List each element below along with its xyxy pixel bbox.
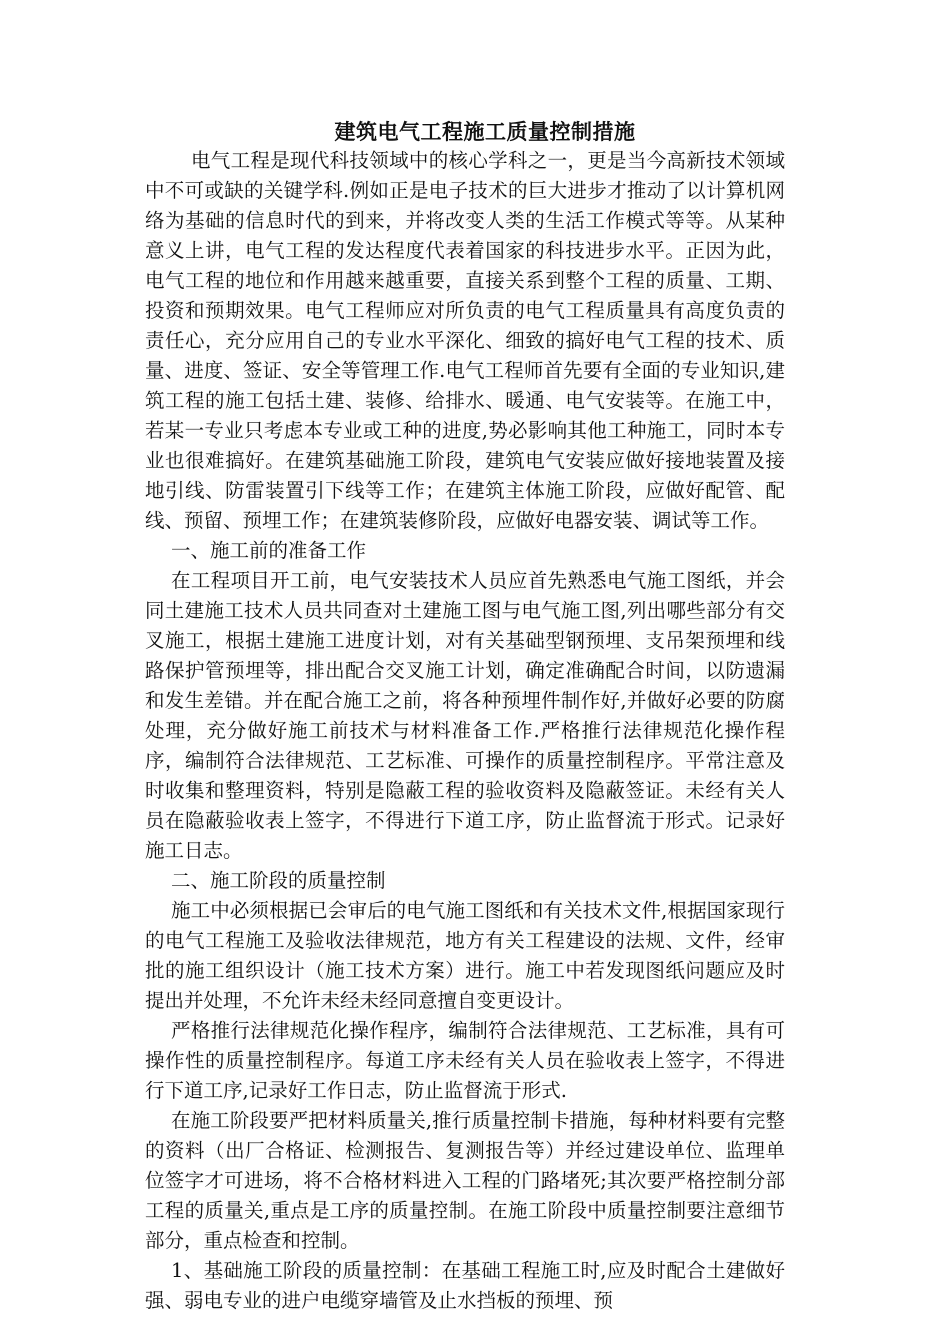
section-heading-construction-quality: 二、施工阶段的质量控制 — [171, 869, 386, 892]
section-heading-preparation: 一、施工前的准备工作 — [171, 539, 367, 562]
foundation-stage-paragraph: 1、基础施工阶段的质量控制：在基础工程施工时,应及时配合土建做好强、弱电专业的进户电缆穿墙管及止水挡板的预埋、预 — [145, 1259, 785, 1312]
document-title: 建筑电气工程施工质量控制措施 — [334, 120, 636, 144]
construction-paragraph-materials: 在施工阶段要严把材料质量关,推行质量控制卡措施，每种材料要有完整的资料（出厂合格证、检测报告、复测报告等）并经过建设单位、监理单位签字才可进场，将不合格材料进入工程的门路堵死;其次要严格控制分部工程的质量关,重点是工序的质量控制。在施工阶段中质量控制要注意细节部分，重点检查和控制。 — [145, 1109, 785, 1252]
preparation-paragraph: 在工程项目开工前，电气安装技术人员应首先熟悉电气施工图纸，并会同土建施工技术人员共同查对土建施工图与电气施工图,列出哪些部分有交叉施工，根据土建施工进度计划，对有关基础型钢预埋、支吊架预埋和线路保护管预埋等，排出配合交叉施工计划，确定准确配合时间，以防遗漏和发生差错。并在配合施工之前，将各种预埋件制作好,并做好必要的防腐处理，充分做好施工前技术与材料准备工作.严格推行法律规范化操作程序，编制符合法律规范、工艺标准、可操作的质量控制程序。平常注意及时收集和整理资料，特别是隐蔽工程的验收资料及隐蔽签证。未经有关人员在隐蔽验收表上签字，不得进行下道工序，防止监督流于形式。记录好施工日志。 — [145, 569, 785, 862]
intro-paragraph: 电气工程是现代科技领域中的核心学科之一，更是当今高新技术领域中不可或缺的关键学科.例如正是电子技术的巨大进步才推动了以计算机网络为基础的信息时代的到来，并将改变人类的生活工作模式等等。从某种意义上讲，电气工程的发达程度代表着国家的科技进步水平。正因为此，电气工程的地位和作用越来越重要，直接关系到整个工程的质量、工期、投资和预期效果。电气工程师应对所负责的电气工程质量具有高度负责的责任心，充分应用自己的专业水平深化、细致的搞好电气工程的技术、质量、进度、签证、安全等管理工作.电气工程师首先要有全面的专业知识,建筑工程的施工包括土建、装修、给排水、暖通、电气安装等。在施工中，若某一专业只考虑本专业或工种的进度,势必影响其他工种施工，同时本专业也很难搞好。在建筑基础施工阶段，建筑电气安装应做好接地装置及接地引线、防雷装置引下线等工作；在建筑主体施工阶段，应做好配管、配线、预留、预埋工作；在建筑装修阶段，应做好电器安装、调试等工作。 — [145, 149, 785, 532]
construction-paragraph-procedures: 严格推行法律规范化操作程序，编制符合法律规范、工艺标准，具有可操作性的质量控制程序。每道工序未经有关人员在验收表上签字，不得进行下道工序,记录好工作日志，防止监督流于形式. — [145, 1019, 785, 1102]
construction-paragraph-drawings: 施工中必须根据已会审后的电气施工图纸和有关技术文件,根据国家现行的电气工程施工及验收法律规范，地方有关工程建设的法规、文件，经审批的施工组织设计（施工技术方案）进行。施工中若发现图纸问题应及时提出并处理，不允许未经未经同意擅自变更设计。 — [145, 899, 785, 1012]
document-page — [145, 118, 785, 1316]
